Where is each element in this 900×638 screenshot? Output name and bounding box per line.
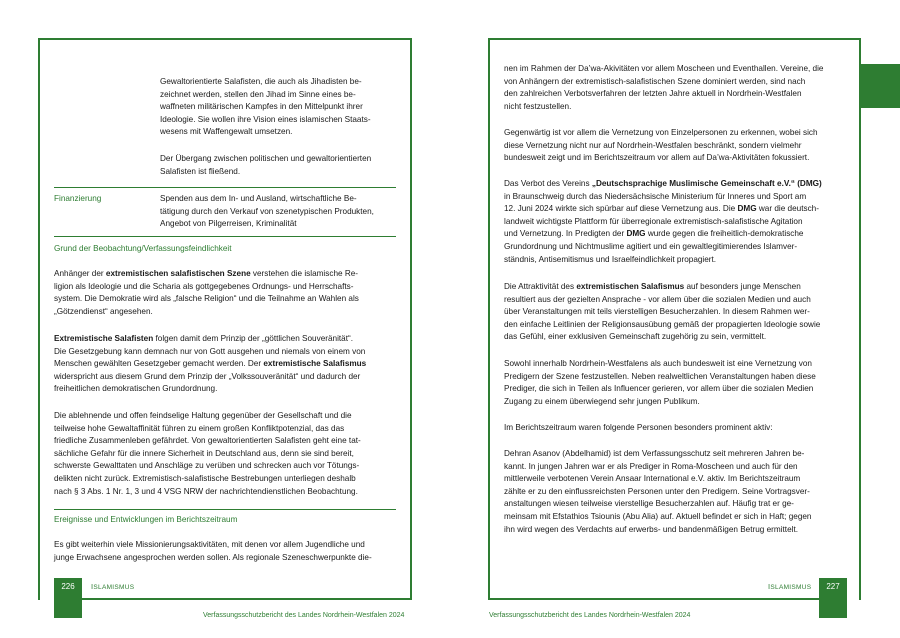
- missionary-paragraph: Es gibt weiterhin viele Missionierungsaktivitäten, mit denen vor allem Jugendliche und junge Erwachsene angesprochen werden sollen. Als regionale Szeneschwerpunkte die-: [54, 540, 372, 562]
- page-number-left: 226: [61, 582, 75, 591]
- footer-left: Verfassungsschutzbericht des Landes Nordrhein-Westfalen 2024: [203, 612, 405, 619]
- sovereignty-paragraph: Extremistische Salafisten folgen damit dem Prinzip der „göttlichen Souveränität“. Die Gesetzgebung kann demnach nur von Gott ausgehen und niemals von einem von Menschen gewählten Gesetzgeber gemacht werden. Der extremistische Salafismus widerspricht aus diesem Grund dem Prinzip der „Volkssouveränität“ und dadurch der freiheitlichen demokratischen Grundordnung.: [54, 334, 367, 394]
- danger-paragraph: Die ablehnende und offen feindselige Haltung gegenüber der Gesellschaft und die teilweise hohe Gewaltaffinität führen zu einem großen Konfliktpotenzial, das das friedliche Zusammenleben gefährdet. Von gewaltorientierten Salafisten geht eine tat- sächliche Gefahr für die innere Sicherheit in Deutschland aus, denn sie sind bereit, schwerste Gewalttaten und Anschläge zu verüben und schrecken auch vor Tötungs- delikten nicht zurück. Extremistisch-salafistische Bestrebungen unterliegen deshalb nach § 3 Abs. 1 Nr. 1, 3 und 4 VSG NRW der nachrichtendienstlichen Beobachtung.: [54, 411, 361, 496]
- dawa-paragraph: nen im Rahmen der Da’wa-Akivitäten vor allem Moscheen und Eventhallen. Vereine, die von Anhängern der extremistisch-salafistischen Szene dominiert werden, sind nach den zahlreichen Verbotsverfahren der letzten Jahre aktuell in Nordrhein-Westfalen nicht festzustellen.: [504, 64, 824, 111]
- attractiveness-paragraph: Die Attraktivität des extremistischen Salafismus auf besonders junge Menschen resultiert aus der gezielten Ansprache - vor allem über die sozialen Medien und auch über Veranstaltungen mit teils vierstelligen Besucherzahlen. In diesem Rahmen wer- den einfache Leitlinien der Religionsausübung gemäß der propagierten Ideologie sowie das Gefühl, einer exklusiven Gemeinschaft zugehörig zu sein, vermittelt.: [504, 282, 821, 342]
- finanzierung-text: Spenden aus dem In- und Ausland, wirtschaftliche Be- tätigung durch den Verkauf von szenetypischen Produkten, Angebot von Pilgerreisen, Kriminalität: [160, 194, 374, 229]
- left-bottom-rule: [70, 598, 412, 600]
- transition-paragraph: Der Übergang zwischen politischen und gewaltorientierten Salafisten ist fließend.: [160, 154, 372, 176]
- right-edge-tab: [861, 64, 900, 108]
- page-number-right: 227: [826, 582, 840, 591]
- violent-salafists-paragraph: Gewaltorientierte Salafisten, die auch als Jihadisten be- zeichnet werden, stellen den Jihad im Sinne eines be- waffneten militärischen Kampfes in den Mittelpunkt ihrer Ideologie. Sie wollen ihre Vision eines islamischen Staats- wesens mit Waffengewalt umsetzen.: [160, 77, 371, 137]
- running-head-right: ISLAMISMUS: [768, 582, 812, 591]
- asanov-paragraph: Dehran Asanov (Abdelhamid) ist dem Verfassungsschutz seit mehreren Jahren be- kannt. In jungen Jahren war er als Prediger in Roma-Moscheen und auch für den mittlerweile verbotenen Verein Ansaar International e.V. aktiv. Im Berichtszeitraum zählte er zu den einflussreichsten Personen unter den Predigern. Seine Vortragsver- anstaltungen wiesen teilweise vierstellige Besucherzahlen auf. Häufig trat er ge- meinsam mit Efstathios Tsiounis (Abu Alia) auf. Aktuell befindet er sich in Haft; gegen ihn wird wegen des Verdachts auf erwerbs- und bandenmäßigen Betrug ermittelt.: [504, 449, 812, 534]
- finanzierung-label: Finanzierung: [54, 194, 102, 203]
- prominent-persons-intro: Im Berichtszeitraum waren folgende Personen besonders prominent aktiv:: [504, 423, 773, 432]
- dmg-ban-paragraph: Das Verbot des Vereins „Deutschsprachige Muslimische Gemeinschaft e.V.“ (DMG) in Braunschweig durch das Niedersächsische Ministerium für Inneres und Sport am 12. Juni 2024 wirkte sich spürbar auf diese Vernetzung aus. Die DMG war die deutsch- landweit wichtigste Plattform für überregionale extremistisch-salafistische Agitation und Vernetzung. In Predigten der DMG wurde gegen die freiheitlich-demokratische Grundordnung und Nichtmuslime agitiert und ein gewaltlegitimierendes Islamver- ständnis, Antisemitismus und Israelfeindlichkeit propagiert.: [504, 179, 822, 264]
- heading-grund: Grund der Beobachtung/Verfassungsfeindlichkeit: [54, 244, 232, 253]
- divider-ereignisse: [54, 509, 396, 510]
- preacher-network-paragraph: Sowohl innerhalb Nordrhein-Westfalens als auch bundesweit ist eine Vernetzung von Predigern der Szene festzustellen. Neben realweltlichen Veranstaltungen haben diese Prediger, die sich in Teilen als Influencer gerieren, vor allem über die sozialen Medien Zugang zu einem überwiegend sehr jungen Publikum.: [504, 359, 816, 406]
- networking-paragraph: Gegenwärtig ist vor allem die Vernetzung von Einzelpersonen zu erkennen, wobei sich diese Vernetzung nicht nur auf Nordrhein-Westfalen beschränkt, sondern vielmehr bundesweit zeigt und im Berichtszeitraum vor allem auf Da’wa-Aktivitäten fokussiert.: [504, 128, 818, 163]
- divider-grund: [54, 236, 396, 237]
- heading-ereignisse: Ereignisse und Entwicklungen im Berichtszeitraum: [54, 515, 238, 524]
- running-head-left: ISLAMISMUS: [91, 582, 135, 591]
- footer-right: Verfassungsschutzbericht des Landes Nordrhein-Westfalen 2024: [489, 612, 691, 619]
- ideology-paragraph: Anhänger der extremistischen salafistischen Szene verstehen die islamische Re- ligion als Ideologie und die Scharia als gottgegebenes Ordnungs- und Herrschafts- system. Die Demokratie wird als „falsche Religion“ und die Teilnahme an Wahlen als „Götzendienst“ angesehen.: [54, 269, 359, 316]
- divider-finanzierung: [54, 187, 396, 188]
- right-bottom-rule: [488, 598, 819, 600]
